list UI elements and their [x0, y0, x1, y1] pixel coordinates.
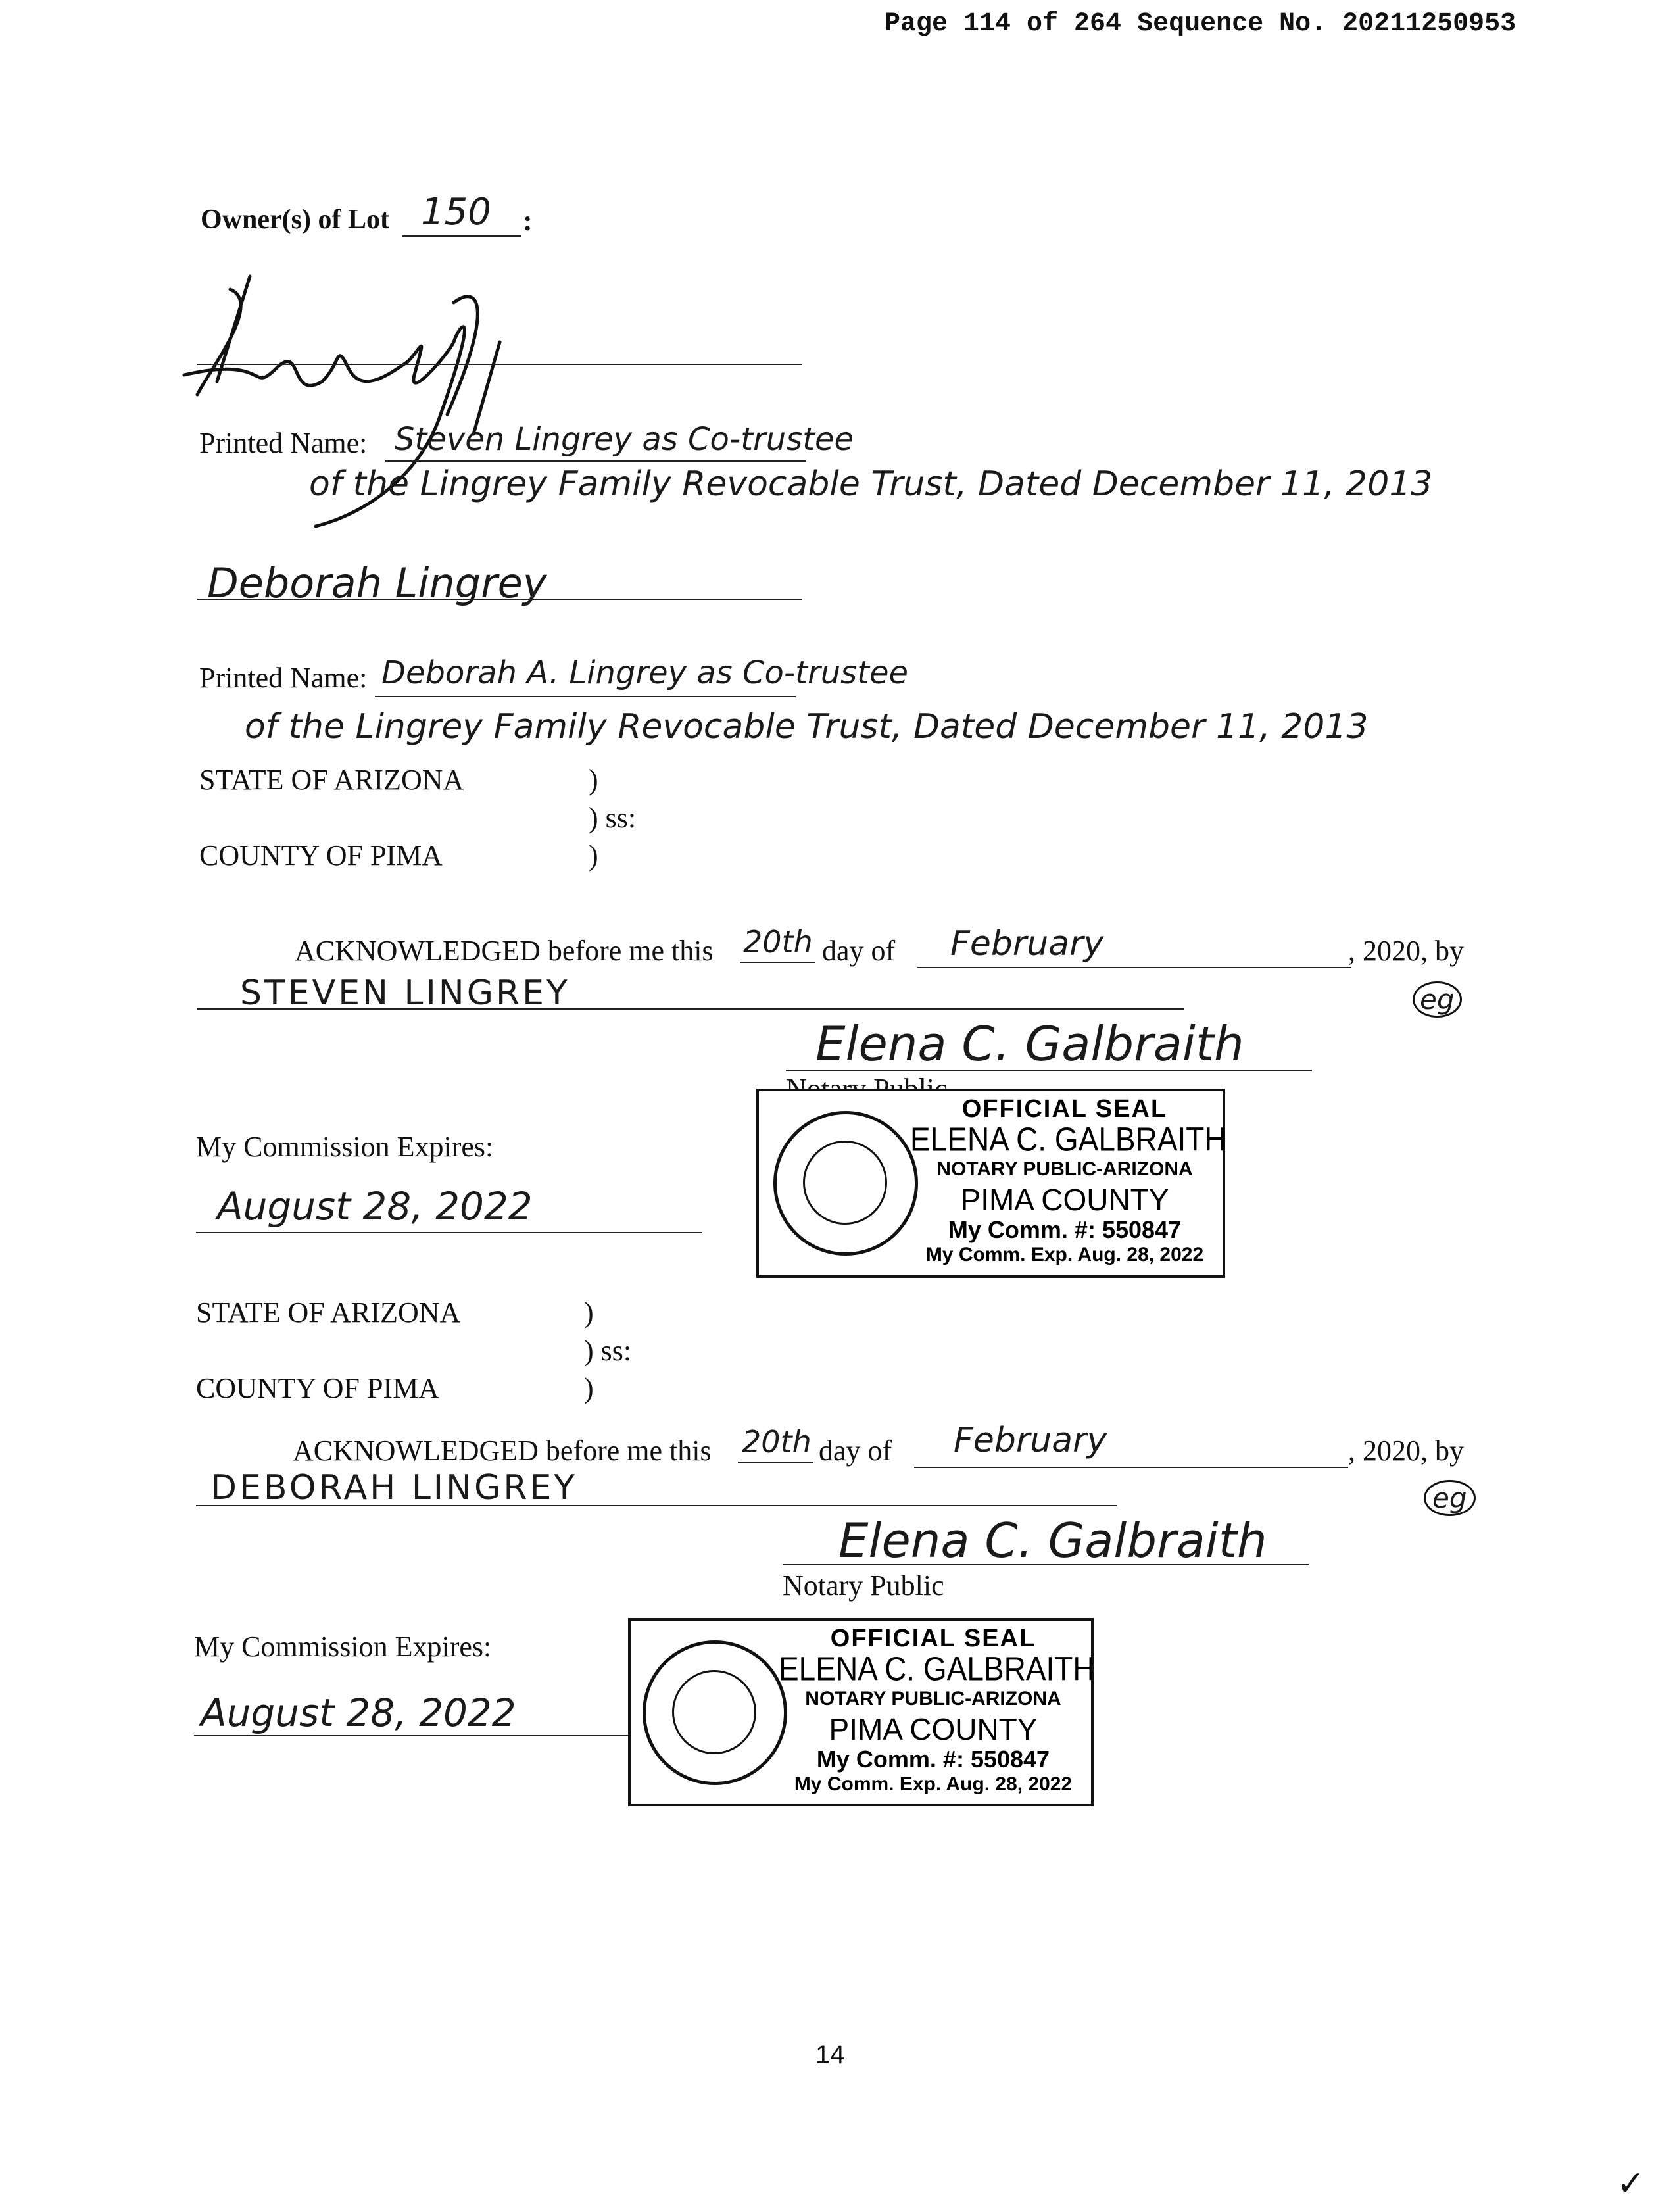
commission1-label: My Commission Expires:	[196, 1131, 494, 1163]
seal2-county: PIMA COUNTY	[829, 1712, 1038, 1746]
seal1-office: NOTARY PUBLIC-ARIZONA	[936, 1158, 1193, 1180]
ack1-name-line	[197, 1008, 1184, 1010]
venue2-paren-3: )	[584, 1372, 594, 1404]
ack2-day-of: day of	[819, 1435, 892, 1467]
page-number: 14	[815, 2040, 845, 2069]
ack1-notary-signature: Elena C. Galbraith	[815, 1016, 1244, 1071]
venue2-county: COUNTY OF PIMA	[196, 1372, 439, 1404]
lot-number: 150	[421, 191, 491, 233]
ack2-initials: eg	[1424, 1480, 1476, 1516]
ack2-notary-signature: Elena C. Galbraith	[838, 1513, 1267, 1568]
seal2-name: ELENA C. GALBRAITH	[779, 1650, 1095, 1688]
ack2-name-line	[196, 1505, 1117, 1506]
ack2-prefix: ACKNOWLEDGED before me this	[293, 1435, 712, 1467]
printed-name-line-2	[375, 696, 796, 697]
check-mark-icon: ✓	[1616, 2164, 1645, 2203]
ack2-year: , 2020, by	[1348, 1435, 1464, 1467]
seal1-county: PIMA COUNTY	[960, 1183, 1169, 1217]
printed-name-2-line2: of the Lingrey Family Revocable Trust, Dated December 11, 2013	[245, 707, 1369, 747]
ack1-day: 20th	[743, 924, 813, 960]
ack1-day-line	[740, 962, 815, 963]
signature-line-1	[197, 364, 802, 365]
ack1-notary-line	[786, 1070, 1312, 1071]
seal2-title: OFFICIAL SEAL	[830, 1625, 1036, 1652]
ack1-month: February	[950, 924, 1104, 964]
notary-seal-1	[756, 1089, 1225, 1278]
seal2-comm-exp: My Comm. Exp. Aug. 28, 2022	[794, 1773, 1073, 1795]
commission2-line	[194, 1735, 654, 1736]
ack2-name: DEBORAH LINGREY	[210, 1468, 578, 1508]
seal1-name: ELENA C. GALBRAITH	[910, 1120, 1226, 1158]
commission1-line	[196, 1232, 702, 1233]
venue2-state: STATE OF ARIZONA	[196, 1296, 461, 1329]
ack1-initials: eg	[1413, 981, 1462, 1018]
printed-name-1-line2: of the Lingrey Family Revocable Trust, Dated December 11, 2013	[309, 464, 1433, 504]
signature-line-2	[197, 599, 802, 600]
venue1-ss: ) ss:	[589, 802, 637, 834]
venue1-paren-3: )	[589, 839, 598, 872]
ack1-year: , 2020, by	[1348, 935, 1464, 967]
venue1-county: COUNTY OF PIMA	[199, 839, 443, 872]
seal1-comm-no: My Comm. #: 550847	[948, 1216, 1182, 1243]
seal1-title: OFFICIAL SEAL	[961, 1095, 1168, 1123]
venue1-state: STATE OF ARIZONA	[199, 764, 464, 796]
venue1-paren-1: )	[589, 764, 598, 796]
ack2-month: February	[954, 1421, 1107, 1460]
ack2-notary-line	[783, 1564, 1309, 1565]
owner-colon: :	[523, 205, 533, 237]
venue2-paren-1: )	[584, 1296, 594, 1329]
lot-number-line	[402, 235, 521, 237]
seal2-comm-no: My Comm. #: 550847	[816, 1746, 1050, 1773]
page-header: Page 114 of 264 Sequence No. 20211250953	[885, 9, 1516, 39]
ack1-prefix: ACKNOWLEDGED before me this	[295, 935, 714, 967]
ack1-month-line	[917, 967, 1351, 968]
venue2-ss: ) ss:	[584, 1335, 632, 1367]
commission2-date: August 28, 2022	[201, 1690, 516, 1735]
owner-label: Owner(s) of Lot	[201, 205, 389, 235]
commission1-date: August 28, 2022	[217, 1184, 533, 1229]
ack2-day: 20th	[742, 1424, 812, 1460]
printed-name-2-line1: Deborah A. Lingrey as Co-trustee	[381, 654, 909, 691]
printed-name-1-line1: Steven Lingrey as Co-trustee	[395, 421, 854, 458]
seal1-comm-exp: My Comm. Exp. Aug. 28, 2022	[925, 1244, 1204, 1266]
deborah-signature: Deborah Lingrey	[207, 559, 547, 607]
seal-emblem-icon	[773, 1111, 918, 1256]
ack1-name: STEVEN LINGREY	[240, 973, 570, 1013]
notary-seal-2	[628, 1618, 1094, 1806]
ack1-day-of: day of	[822, 935, 896, 967]
ack2-month-line	[914, 1467, 1348, 1468]
printed-name-label-2: Printed Name:	[199, 662, 368, 694]
seal-emblem-icon	[643, 1640, 787, 1785]
commission2-label: My Commission Expires:	[194, 1631, 492, 1663]
ack2-notary-label: Notary Public	[783, 1569, 944, 1602]
printed-name-line-1	[385, 460, 806, 462]
ack2-day-line	[738, 1462, 813, 1463]
printed-name-label-1: Printed Name:	[199, 427, 368, 459]
seal2-office: NOTARY PUBLIC-ARIZONA	[805, 1688, 1061, 1709]
